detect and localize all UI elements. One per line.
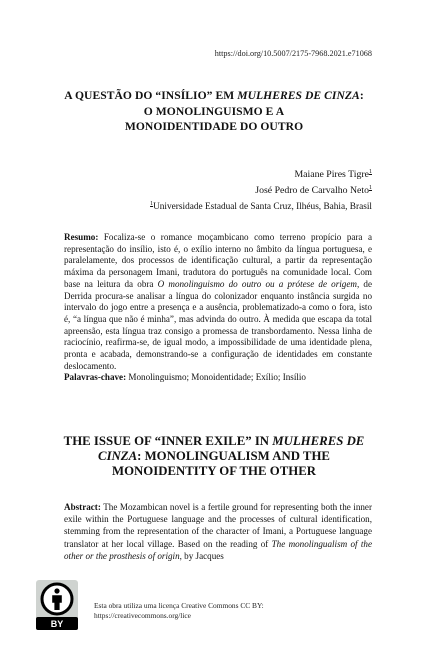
title-en-prefix: THE ISSUE OF “INNER EXILE” IN xyxy=(63,434,273,448)
abstract-en-label: Abstract: xyxy=(64,502,101,512)
article-title-portuguese xyxy=(48,88,380,135)
abstract-pt-text-2: , de Derrida procura-se analisar a língua do colonizador enquanto instância surgida no intervalo do jogo entre a presença e a ausência, problematizado-a como o fora, isto é, “a língua que não é minha”, mas advinda do outro. À medida que escapa da total apreensão, esta língua traz consigo a promessa de transbordamento. Nessa linha de raciocínio, reafirma-se, de igual modo, a impossibilidade de uma identidade plena, pronta e acabada, demonstrando-se a configuração de identidades em constante deslocamento. xyxy=(64,278,372,371)
abstract-pt-text-1: Focaliza-se o romance moçambicano como terreno propício para a representação do insílio, isto é, o exílio interno no âmbito da língua portuguesa, e paralelamente, dos processos de identificação cultural, a partir da representação máxima da personagem Imani, tradutora do português na comunidade local. Com base na leitura da obra xyxy=(64,232,372,289)
author-1-affiliation-mark[interactable]: 1 xyxy=(369,169,372,175)
abstract-pt-label: Resumo: xyxy=(64,232,99,242)
abstract-pt-cited-work: O monolinguismo do outro ou a prótese de origem xyxy=(157,278,357,289)
keywords-pt-label: Palavras-chave: xyxy=(64,372,127,383)
license-notice xyxy=(94,601,264,620)
license-url[interactable]: https://creativecommons.org/lice xyxy=(94,610,191,620)
title-pt-line1-prefix: A QUESTÃO DO “INSÍLIO” EM xyxy=(64,89,238,102)
abstract-en-cited-work: The monolingualism of the other or the prosthesis of origin xyxy=(64,538,372,561)
creative-commons-by-icon[interactable] xyxy=(36,580,78,630)
author-2-affiliation-mark[interactable]: 1 xyxy=(369,184,372,191)
cc-person-head xyxy=(54,588,59,593)
author-1 xyxy=(150,166,372,182)
abstract-pt-paragraph xyxy=(64,232,372,372)
doi-link[interactable]: https://doi.org/10.5007/2175-7968.2021.e71068 xyxy=(214,49,372,58)
title-pt-line3: MONOIDENTIDADE DO OUTRO xyxy=(124,120,304,133)
title-pt-italic: MULHERES DE CINZA xyxy=(237,89,360,102)
cc-badge-label: BY xyxy=(50,619,64,629)
title-pt-line2: O MONOLINGUISMO E A xyxy=(143,104,285,118)
article-title-english xyxy=(48,434,380,479)
affiliation xyxy=(150,198,372,215)
abstract-portuguese xyxy=(64,232,372,384)
author-2 xyxy=(150,182,372,198)
abstract-en-text-1: The Mozambican novel is a fertile ground for representing both the inner exile within the Portuguese language and the processes of cultural identification, stemming from the representation of the character of Imani, a Portuguese language translator at her local village. Based on the reading of xyxy=(64,502,372,549)
author-2-name: José Pedro de Carvalho Neto xyxy=(255,184,369,196)
abstract-english xyxy=(64,501,372,562)
affiliation-mark: 1 xyxy=(150,200,154,207)
affiliation-text: Universidade Estadual de Santa Cruz, Ilhéus, Bahia, Brasil xyxy=(153,201,372,212)
license-line-1: Esta obra utiliza uma licença Creative Commons CC BY: xyxy=(94,601,264,610)
abstract-en-text-2: , by Jacques xyxy=(179,550,224,561)
author-1-name: Maiane Pires Tigre xyxy=(294,169,369,180)
keywords-portuguese xyxy=(64,372,372,384)
title-en-italic: MULHERES DE CINZA xyxy=(98,434,365,463)
keywords-pt-text: Monolinguismo; Monoidentidade; Exílio; Insílio xyxy=(126,372,306,383)
title-pt-line1-suffix: : xyxy=(359,89,364,102)
author-block xyxy=(150,166,372,214)
title-en-suffix: : MONOLINGUALISM AND THE MONOIDENTITY OF THE OTHER xyxy=(112,449,330,478)
